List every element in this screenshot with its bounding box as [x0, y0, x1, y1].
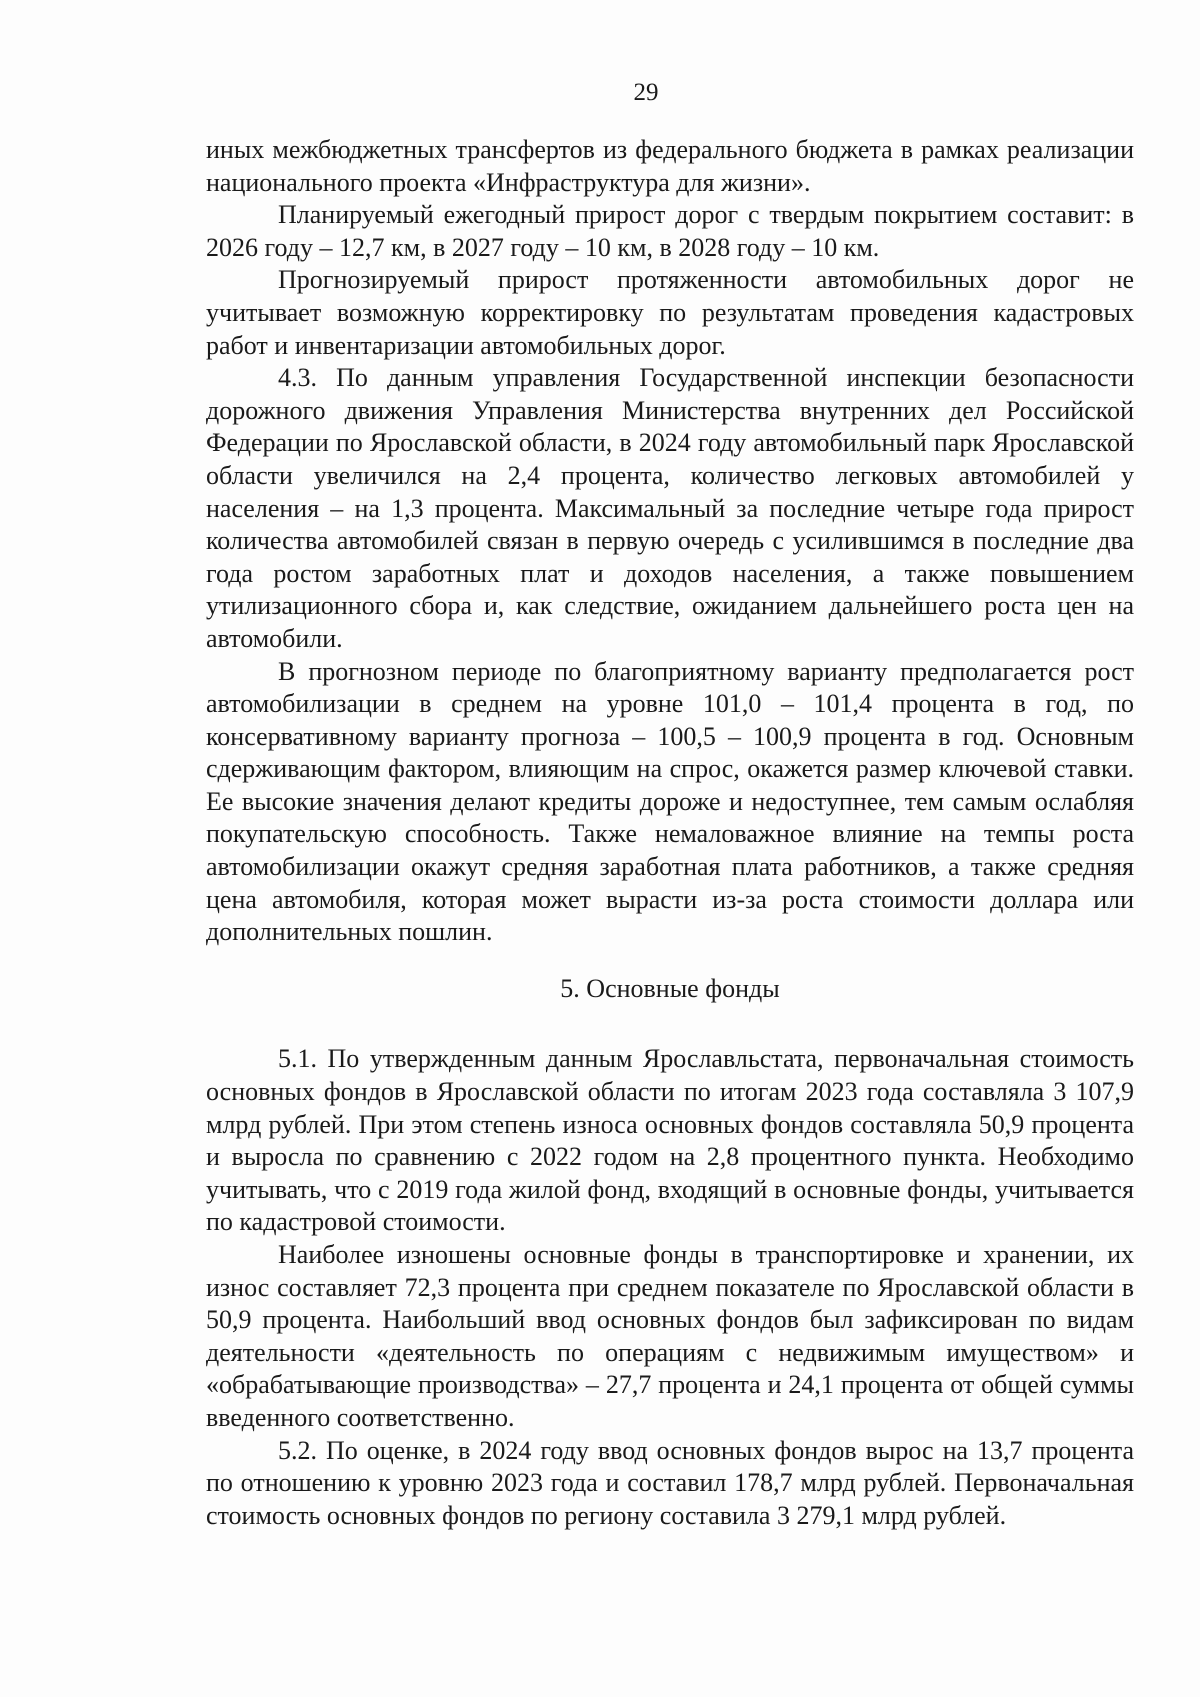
paragraph-4-3: 4.3. По данным управления Государственной инспекции безопасности дорожного движения Управления Министерства внутренних дел Российской Федерации по Ярославской области, в 2024 году автомобильный парк Ярославской области увеличился на 2,4 процента, количество легковых автомобилей у населения – на 1,3 процента. Максимальный за последние четыре года прирост количества автомобилей связан в первую очередь с усилившимся в последние два года ростом заработных плат и доходов населения, а также повышением утилизационного сбора и, как следствие, ожиданием дальнейшего роста цен на автомобили. — [206, 363, 1134, 653]
paragraph-motorization-forecast: В прогнозном периоде по благоприятному варианту предполагается рост автомобилизации в среднем на уровне 101,0 – 101,4 процента в год, по консервативному варианту прогноза – 100,5 – 100,9 процента в год. Основным сдерживающим фактором, влияющим на спрос, окажется размер ключевой ставки. Ее высокие значения делают кредиты дороже и недоступнее, тем самым ослабляя покупательскую способность. Также немаловажное влияние на темпы роста автомобилизации окажут средняя заработная плата работников, а также средняя цена автомобиля, которая может вырасти из-за роста стоимости доллара или дополнительных пошлин. — [206, 656, 1134, 947]
paragraph-road-growth: Планируемый ежегодный прирост дорог с твердым покрытием составит: в 2026 году – 12,7 км, в 2027 году – 10 км, в 2028 году – 10 км. — [206, 200, 1134, 262]
section-heading: 5. Основные фонды — [560, 973, 780, 1003]
paragraph-road-forecast: Прогнозируемый прирост протяженности автомобильных дорог не учитывает возможную корректировку по результатам проведения кадастровых работ и инвентаризации автомобильных дорог. — [206, 265, 1134, 360]
paragraph-5-2: 5.2. По оценке, в 2024 году ввод основных фондов вырос на 13,7 процента по отношению к уровню 2023 года и составил 178,7 млрд рублей. Первоначальная стоимость основных фондов по региону составила 3 279,1 млрд рублей. — [206, 1435, 1134, 1530]
paragraph-fixed-assets-wear: Наиболее изношены основные фонды в транспортировке и хранении, их износ составляет 72,3 процента при среднем показателе по Ярославской области в 50,9 процента. Наибольший ввод основных фондов был зафиксирован по видам деятельности «деятельность по операциям с недвижимым имуществом» и «обрабатывающие производства» – 27,7 процента и 24,1 процента от общей суммы введенного соответственно. — [206, 1240, 1134, 1432]
paragraph-continuation: иных межбюджетных трансфертов из федерального бюджета в рамках реализации национального проекта «Инфраструктура для жизни». — [206, 135, 1134, 197]
page-number: 29 — [633, 79, 659, 106]
document-body — [206, 134, 1134, 1532]
paragraph-5-1: 5.1. По утвержденным данным Ярославльстата, первоначальная стоимость основных фондов в Ярославской области по итогам 2023 года составляла 3 107,9 млрд рублей. При этом степень износа основных фондов составляла 50,9 процента и выросла по сравнению с 2022 годом на 2,8 процентного пункта. Необходимо учитывать, что с 2019 года жилой фонд, входящий в основные фонды, учитывается по кадастровой стоимости. — [206, 1044, 1134, 1237]
